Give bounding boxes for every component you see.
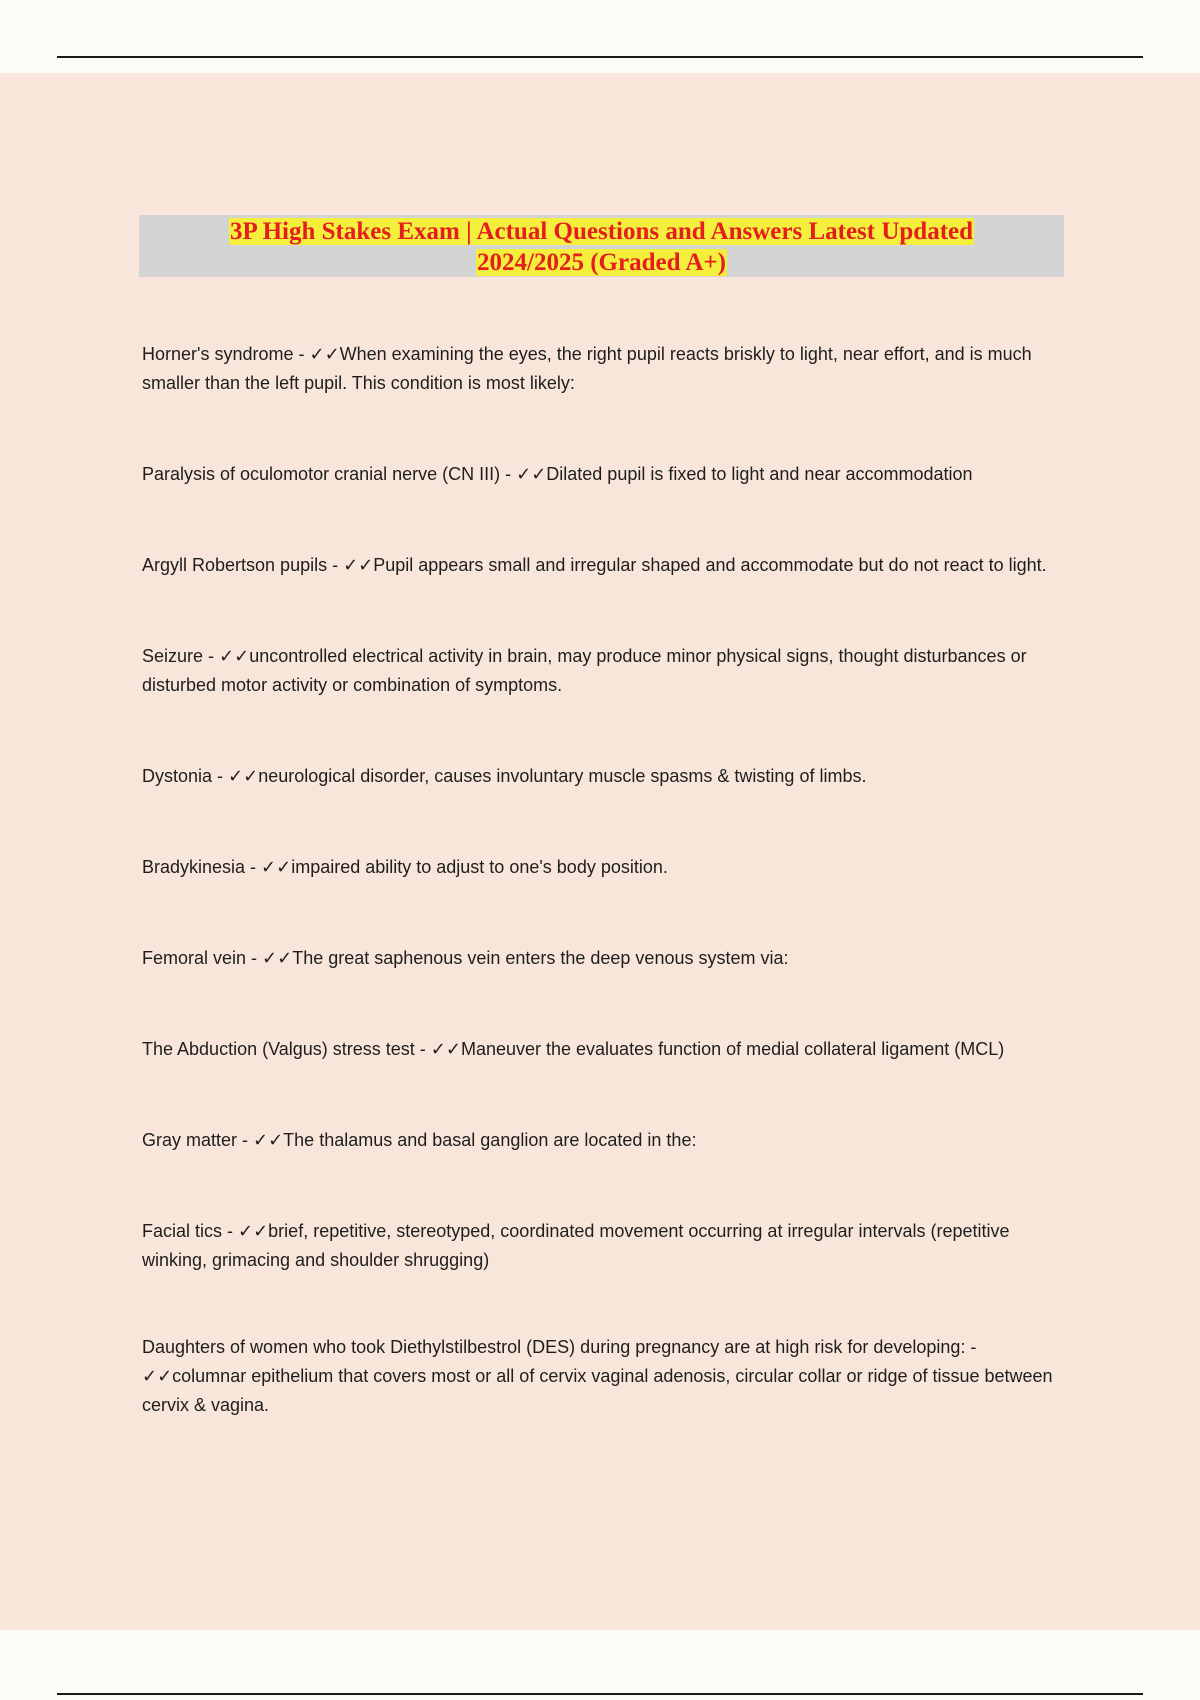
qa-item: Paralysis of oculomotor cranial nerve (CN III) - ✓✓Dilated pupil is fixed to light and near accommodation bbox=[142, 464, 973, 484]
qa-item: Dystonia - ✓✓neurological disorder, causes involuntary muscle spasms & twisting of limbs. bbox=[142, 766, 867, 786]
qa-item: Femoral vein - ✓✓The great saphenous vein enters the deep venous system via: bbox=[142, 948, 789, 968]
qa-item: Seizure - ✓✓uncontrolled electrical activity in brain, may produce minor physical signs, thought disturbances or disturbed motor activity or combination of symptoms. bbox=[142, 646, 1027, 695]
qa-item: Horner's syndrome - ✓✓When examining the eyes, the right pupil reacts briskly to light, near effort, and is much smaller than the left pupil. This condition is most likely: bbox=[142, 344, 1032, 393]
header-rule bbox=[57, 56, 1143, 58]
qa-item: Argyll Robertson pupils - ✓✓Pupil appears small and irregular shaped and accommodate but do not react to light. bbox=[142, 555, 1047, 575]
page-content bbox=[0, 73, 1200, 1630]
title-line-1: 3P High Stakes Exam | Actual Questions and Answers Latest Updated bbox=[229, 218, 974, 245]
footer-rule bbox=[57, 1693, 1143, 1695]
qa-list bbox=[142, 340, 1067, 1420]
qa-item: Bradykinesia - ✓✓impaired ability to adjust to one's body position. bbox=[142, 857, 668, 877]
qa-item: Daughters of women who took Diethylstilbestrol (DES) during pregnancy are at high risk for developing: - ✓✓columnar epithelium that covers most or all of cervix vaginal adenosis, circular collar or ridge of tissue between cervix & vagina. bbox=[142, 1337, 1053, 1415]
qa-item: Facial tics - ✓✓brief, repetitive, stereotyped, coordinated movement occurring at irregular intervals (repetitive winking, grimacing and shoulder shrugging) bbox=[142, 1221, 1010, 1270]
qa-item: Gray matter - ✓✓The thalamus and basal ganglion are located in the: bbox=[142, 1130, 697, 1150]
title-line-2: 2024/2025 (Graded A+) bbox=[477, 249, 726, 276]
page-title bbox=[139, 215, 1064, 278]
title-box bbox=[139, 215, 1064, 277]
qa-item: The Abduction (Valgus) stress test - ✓✓Maneuver the evaluates function of medial collateral ligament (MCL) bbox=[142, 1039, 1005, 1059]
